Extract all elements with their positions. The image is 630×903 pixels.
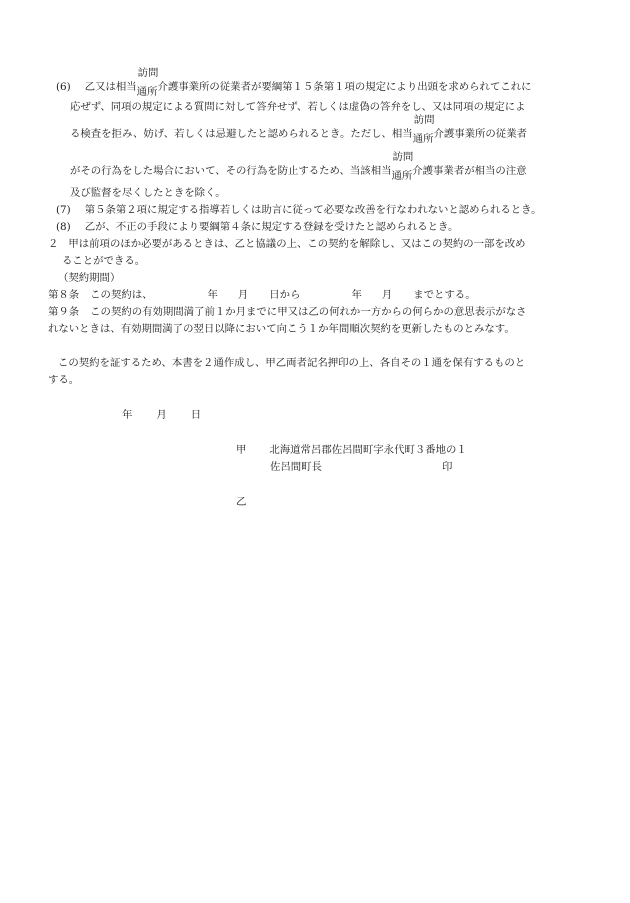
item7: (7) 第５条第２項に規定する指導若しくは助言に従って必要な改善を行なわれないと認められるとき。 [56,204,542,216]
article-9-line1: 第９条 この契約の有効期間満了前１か月までに甲又は乙の何れか一方からの何らかの意思表示がなさ [48,306,527,318]
article-9-line2: れないときは、有効期間満了の翌日以降において向こう１か年間順次契約を更新したものとみなす。 [48,323,515,335]
date-month: 月 [156,409,167,421]
item8-number: (8) [56,221,71,233]
item6-line5: 及び監督を尽くしたときを除く。 [70,187,226,199]
party-a-address: 北海道常呂郡佐呂間町字永代町３番地の１ [269,444,467,456]
article-9-label: 第９条 [48,306,80,318]
party-a-line2 [270,460,452,474]
section-heading-contract-period: （契約期間） [58,272,121,284]
party-a-label: 甲 [236,444,247,456]
party-b-label: 乙 [236,496,247,508]
date-year: 年 [122,409,133,421]
closing-line2: する。 [48,374,80,386]
paragraph-2-number: ２ [48,238,59,250]
item6-line2: 応ぜず、同項の規定による質問に対して答弁せず、若しくは虚偽の答弁をし、又は同項の規定によ [70,101,526,113]
paragraph-2-line1: ２ 甲は前項のほか必要があるときは、乙と協議の上、この契約を解除し、又はこの契約の一部を改め [48,238,526,250]
paragraph-2-line2: ることができる。 [62,255,146,267]
item6-line3: る検査を拒み、妨げ、若しくは忌避したと認められるとき。ただし、相当 訪問 通所介護事業所の従業者 [70,114,527,145]
seal-mark: 印 [441,461,453,473]
item6-number: (6) [56,81,71,93]
party-a-title: 佐呂間町長 [270,461,322,473]
item7-number: (7) [56,204,71,216]
closing-line1: この契約を証するため、本書を２通作成し、甲乙両者記名押印の上、各自その１通を保有するものと [58,357,526,369]
signature-date [122,408,201,422]
party-a-line1 [236,443,467,457]
item8: (8) 乙が、不正の手段により要綱第４条に規定する登録を受けたと認められるとき。 [56,221,459,233]
date-day: 日 [190,409,202,421]
ruby-annotation: 訪問 通所 [412,114,435,145]
ruby-annotation: 訪問 通所 [136,67,159,98]
item6-line4: がその行為をした場合において、その行為を防止するため、当該相当 訪問 通所介護事業者が相当の注意 [70,151,527,182]
ruby-annotation: 訪問 通所 [391,151,414,182]
article-8-label: 第８条 [48,289,80,301]
article-8: 第８条 この契約は、 年 月 日から 年 月 までとする。 [48,289,476,301]
item6-line1: (6) 乙又は相当 訪問 通所介護事業所の従業者が要綱第１５条第１項の規定により出頭を求められてこれに [56,67,532,98]
